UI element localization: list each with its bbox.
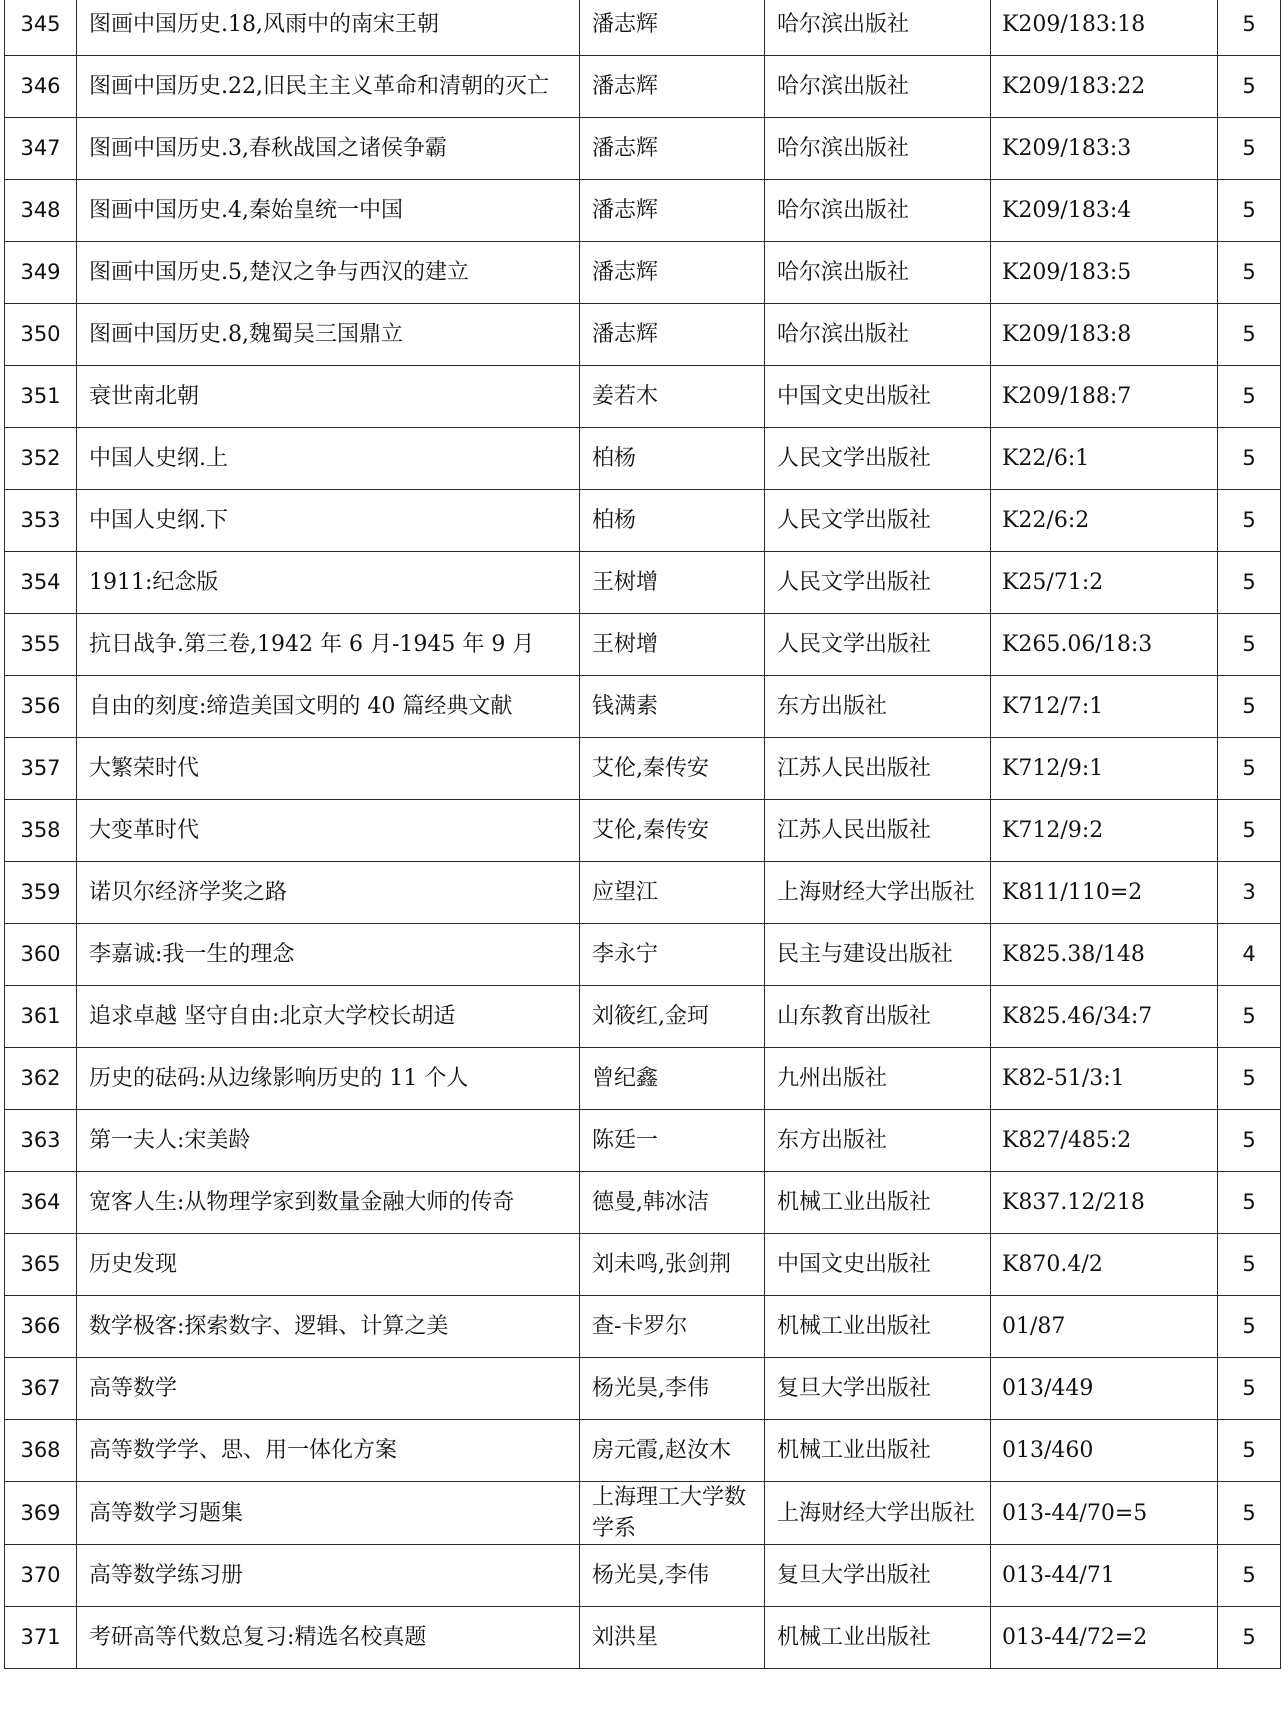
call-number: K209/188:7: [991, 366, 1218, 428]
copy-count: 5: [1218, 676, 1281, 738]
row-number: 355: [5, 614, 77, 676]
book-title: 图画中国历史.4,秦始皇统一中国: [77, 180, 580, 242]
table-row: [5, 738, 1281, 800]
book-publisher: 机械工业出版社: [765, 1420, 991, 1482]
book-list-table: [4, 0, 1281, 1669]
book-title: 中国人史纲.下: [77, 490, 580, 552]
book-title: 第一夫人:宋美龄: [77, 1110, 580, 1172]
row-number: 369: [5, 1482, 77, 1545]
book-publisher: 哈尔滨出版社: [765, 242, 991, 304]
call-number: K265.06/18:3: [991, 614, 1218, 676]
copy-count: 5: [1218, 304, 1281, 366]
book-title: 图画中国历史.5,楚汉之争与西汉的建立: [77, 242, 580, 304]
copy-count: 5: [1218, 56, 1281, 118]
book-author: 柏杨: [580, 428, 765, 490]
book-author: 刘未鸣,张剑荆: [580, 1234, 765, 1296]
call-number: K209/183:18: [991, 0, 1218, 56]
table-row: [5, 180, 1281, 242]
copy-count: 5: [1218, 800, 1281, 862]
copy-count: 5: [1218, 552, 1281, 614]
copy-count: 5: [1218, 614, 1281, 676]
copy-count: 3: [1218, 862, 1281, 924]
call-number: K25/71:2: [991, 552, 1218, 614]
table-row: [5, 366, 1281, 428]
book-publisher: 江苏人民出版社: [765, 738, 991, 800]
book-author: 上海理工大学数学系: [580, 1482, 765, 1545]
book-author: 钱满素: [580, 676, 765, 738]
book-publisher: 山东教育出版社: [765, 986, 991, 1048]
table-row: [5, 1482, 1281, 1545]
call-number: K870.4/2: [991, 1234, 1218, 1296]
book-publisher: 上海财经大学出版社: [765, 862, 991, 924]
book-publisher: 人民文学出版社: [765, 552, 991, 614]
table-row: [5, 1048, 1281, 1110]
book-title: 诺贝尔经济学奖之路: [77, 862, 580, 924]
book-title: 李嘉诚:我一生的理念: [77, 924, 580, 986]
row-number: 359: [5, 862, 77, 924]
copy-count: 5: [1218, 366, 1281, 428]
call-number: K22/6:2: [991, 490, 1218, 552]
row-number: 362: [5, 1048, 77, 1110]
book-author: 潘志辉: [580, 180, 765, 242]
copy-count: 5: [1218, 428, 1281, 490]
row-number: 366: [5, 1296, 77, 1358]
book-title: 考研高等代数总复习:精选名校真题: [77, 1607, 580, 1669]
book-author: 李永宁: [580, 924, 765, 986]
book-title: 高等数学学、思、用一体化方案: [77, 1420, 580, 1482]
copy-count: 5: [1218, 242, 1281, 304]
book-publisher: 中国文史出版社: [765, 366, 991, 428]
book-author: 刘筱红,金珂: [580, 986, 765, 1048]
table-row: [5, 1358, 1281, 1420]
row-number: 365: [5, 1234, 77, 1296]
row-number: 345: [5, 0, 77, 56]
copy-count: 5: [1218, 1358, 1281, 1420]
book-author: 杨光昊,李伟: [580, 1545, 765, 1607]
book-author: 王树增: [580, 614, 765, 676]
table-row: [5, 1607, 1281, 1669]
call-number: K825.46/34:7: [991, 986, 1218, 1048]
book-author: 艾伦,秦传安: [580, 800, 765, 862]
table-row: [5, 490, 1281, 552]
table-row: [5, 614, 1281, 676]
call-number: K82-51/3:1: [991, 1048, 1218, 1110]
book-publisher: 中国文史出版社: [765, 1234, 991, 1296]
copy-count: 5: [1218, 1545, 1281, 1607]
table-row: [5, 1172, 1281, 1234]
book-author: 房元霞,赵汝木: [580, 1420, 765, 1482]
table-row: [5, 0, 1281, 56]
book-author: 杨光昊,李伟: [580, 1358, 765, 1420]
book-author: 德曼,韩冰洁: [580, 1172, 765, 1234]
row-number: 367: [5, 1358, 77, 1420]
copy-count: 5: [1218, 1048, 1281, 1110]
table-row: [5, 304, 1281, 366]
call-number: 013/449: [991, 1358, 1218, 1420]
book-author: 艾伦,秦传安: [580, 738, 765, 800]
copy-count: 5: [1218, 1607, 1281, 1669]
book-title: 中国人史纲.上: [77, 428, 580, 490]
book-publisher: 东方出版社: [765, 676, 991, 738]
row-number: 354: [5, 552, 77, 614]
book-title: 历史发现: [77, 1234, 580, 1296]
row-number: 357: [5, 738, 77, 800]
book-title: 图画中国历史.8,魏蜀吴三国鼎立: [77, 304, 580, 366]
table-row: [5, 428, 1281, 490]
table-row: [5, 676, 1281, 738]
book-title: 图画中国历史.22,旧民主主义革命和清朝的灭亡: [77, 56, 580, 118]
copy-count: 5: [1218, 0, 1281, 56]
table-row: [5, 1296, 1281, 1358]
row-number: 352: [5, 428, 77, 490]
book-publisher: 哈尔滨出版社: [765, 56, 991, 118]
row-number: 351: [5, 366, 77, 428]
call-number: K827/485:2: [991, 1110, 1218, 1172]
book-author: 曾纪鑫: [580, 1048, 765, 1110]
row-number: 348: [5, 180, 77, 242]
row-number: 360: [5, 924, 77, 986]
call-number: K825.38/148: [991, 924, 1218, 986]
book-author: 潘志辉: [580, 56, 765, 118]
copy-count: 5: [1218, 1296, 1281, 1358]
copy-count: 5: [1218, 738, 1281, 800]
book-publisher: 人民文学出版社: [765, 614, 991, 676]
row-number: 349: [5, 242, 77, 304]
table-row: [5, 1420, 1281, 1482]
call-number: 013-44/70=5: [991, 1482, 1218, 1545]
book-title: 大变革时代: [77, 800, 580, 862]
book-title: 高等数学: [77, 1358, 580, 1420]
copy-count: 5: [1218, 490, 1281, 552]
call-number: K209/183:5: [991, 242, 1218, 304]
book-publisher: 江苏人民出版社: [765, 800, 991, 862]
book-title: 图画中国历史.18,风雨中的南宋王朝: [77, 0, 580, 56]
call-number: 013-44/71: [991, 1545, 1218, 1607]
row-number: 358: [5, 800, 77, 862]
book-title: 高等数学习题集: [77, 1482, 580, 1545]
copy-count: 5: [1218, 1234, 1281, 1296]
book-author: 潘志辉: [580, 118, 765, 180]
call-number: K209/183:8: [991, 304, 1218, 366]
row-number: 361: [5, 986, 77, 1048]
row-number: 350: [5, 304, 77, 366]
book-title: 抗日战争.第三卷,1942 年 6 月-1945 年 9 月: [77, 614, 580, 676]
call-number: K209/183:4: [991, 180, 1218, 242]
copy-count: 5: [1218, 1172, 1281, 1234]
book-publisher: 上海财经大学出版社: [765, 1482, 991, 1545]
book-publisher: 民主与建设出版社: [765, 924, 991, 986]
book-title: 1911:纪念版: [77, 552, 580, 614]
row-number: 353: [5, 490, 77, 552]
book-publisher: 哈尔滨出版社: [765, 118, 991, 180]
book-publisher: 人民文学出版社: [765, 490, 991, 552]
copy-count: 5: [1218, 1482, 1281, 1545]
copy-count: 5: [1218, 986, 1281, 1048]
table-row: [5, 56, 1281, 118]
book-author: 潘志辉: [580, 0, 765, 56]
row-number: 346: [5, 56, 77, 118]
book-author: 应望江: [580, 862, 765, 924]
table-row: [5, 552, 1281, 614]
call-number: K811/110=2: [991, 862, 1218, 924]
book-publisher: 机械工业出版社: [765, 1172, 991, 1234]
book-publisher: 哈尔滨出版社: [765, 0, 991, 56]
book-publisher: 复旦大学出版社: [765, 1545, 991, 1607]
row-number: 347: [5, 118, 77, 180]
book-author: 陈廷一: [580, 1110, 765, 1172]
copy-count: 4: [1218, 924, 1281, 986]
copy-count: 5: [1218, 1110, 1281, 1172]
call-number: 01/87: [991, 1296, 1218, 1358]
table-row: [5, 118, 1281, 180]
table-row: [5, 1234, 1281, 1296]
book-publisher: 复旦大学出版社: [765, 1358, 991, 1420]
table-row: [5, 1545, 1281, 1607]
call-number: K837.12/218: [991, 1172, 1218, 1234]
book-author: 姜若木: [580, 366, 765, 428]
book-title: 追求卓越 坚守自由:北京大学校长胡适: [77, 986, 580, 1048]
call-number: K22/6:1: [991, 428, 1218, 490]
table-row: [5, 1110, 1281, 1172]
book-publisher: 九州出版社: [765, 1048, 991, 1110]
book-title: 数学极客:探索数字、逻辑、计算之美: [77, 1296, 580, 1358]
call-number: K712/7:1: [991, 676, 1218, 738]
book-title: 历史的砝码:从边缘影响历史的 11 个人: [77, 1048, 580, 1110]
book-publisher: 机械工业出版社: [765, 1607, 991, 1669]
row-number: 363: [5, 1110, 77, 1172]
call-number: K209/183:3: [991, 118, 1218, 180]
book-author: 柏杨: [580, 490, 765, 552]
book-publisher: 哈尔滨出版社: [765, 304, 991, 366]
book-author: 王树增: [580, 552, 765, 614]
book-author: 刘洪星: [580, 1607, 765, 1669]
book-author: 潘志辉: [580, 242, 765, 304]
table-row: [5, 986, 1281, 1048]
book-title: 大繁荣时代: [77, 738, 580, 800]
row-number: 368: [5, 1420, 77, 1482]
call-number: K712/9:1: [991, 738, 1218, 800]
book-publisher: 哈尔滨出版社: [765, 180, 991, 242]
book-list-body: [5, 0, 1281, 1669]
call-number: K209/183:22: [991, 56, 1218, 118]
row-number: 364: [5, 1172, 77, 1234]
table-row: [5, 800, 1281, 862]
row-number: 356: [5, 676, 77, 738]
call-number: 013-44/72=2: [991, 1607, 1218, 1669]
table-row: [5, 862, 1281, 924]
book-publisher: 机械工业出版社: [765, 1296, 991, 1358]
copy-count: 5: [1218, 118, 1281, 180]
book-publisher: 东方出版社: [765, 1110, 991, 1172]
call-number: 013/460: [991, 1420, 1218, 1482]
book-title: 图画中国历史.3,春秋战国之诸侯争霸: [77, 118, 580, 180]
copy-count: 5: [1218, 1420, 1281, 1482]
table-row: [5, 924, 1281, 986]
row-number: 370: [5, 1545, 77, 1607]
call-number: K712/9:2: [991, 800, 1218, 862]
book-title: 衰世南北朝: [77, 366, 580, 428]
copy-count: 5: [1218, 180, 1281, 242]
book-title: 宽客人生:从物理学家到数量金融大师的传奇: [77, 1172, 580, 1234]
table-row: [5, 242, 1281, 304]
book-title: 自由的刻度:缔造美国文明的 40 篇经典文献: [77, 676, 580, 738]
book-author: 查-卡罗尔: [580, 1296, 765, 1358]
book-title: 高等数学练习册: [77, 1545, 580, 1607]
book-publisher: 人民文学出版社: [765, 428, 991, 490]
book-author: 潘志辉: [580, 304, 765, 366]
row-number: 371: [5, 1607, 77, 1669]
